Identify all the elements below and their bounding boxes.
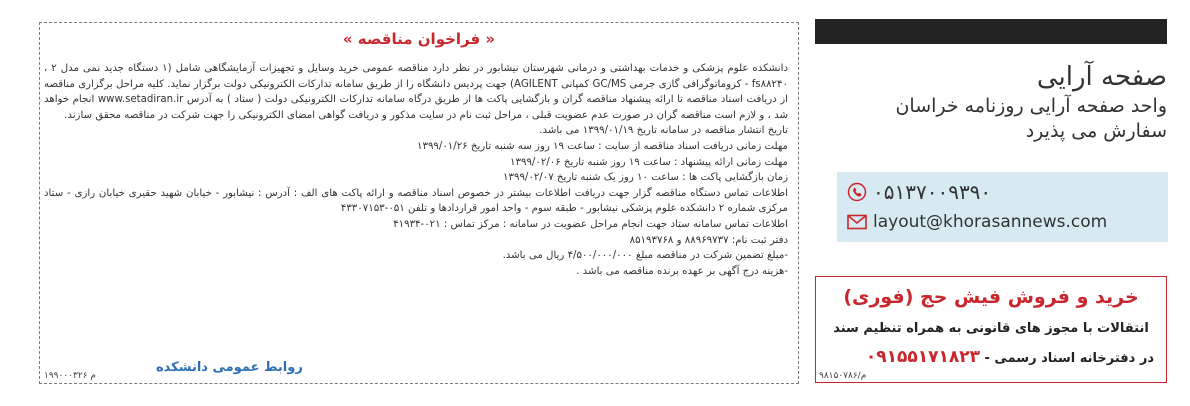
tender-paragraph: اطلاعات تماس سامانه ستاد جهت انجام مراحل عضویت در سامانه : مرکز تماس : ۰۲۱-۴۱۹۳۴ (393, 218, 788, 230)
email-address: layout@khorasannews.com (873, 212, 1108, 232)
header-bar (815, 19, 1167, 44)
contact-box (837, 172, 1168, 242)
hajj-line-text: در دفترخانه اسناد رسمی - (984, 351, 1154, 366)
hajj-ad (815, 276, 1167, 383)
tender-paragraph: اطلاعات تماس دستگاه مناقصه گزار جهت دریافت اطلاعات بیشتر در خصوص اسناد مناقصه و ارائه پاکت های الف : آدرس : نیشابور - خیابان شهید حقیری خیابان رازی - ستاد مرکزی شماره ۲ دانشکده علوم پزشکی نیشابور - طبقه سوم - واحد امور قراردادها و تلفن ۰۵۱-۴۳۳۰۷۱۵۳ (44, 187, 788, 215)
envelope-icon (847, 212, 867, 232)
tender-paragraph: -هزینه درج آگهی بر عهده برنده مناقصه می باشد . (576, 265, 788, 277)
tender-ad (39, 22, 799, 384)
hajj-subtitle: انتقالات با مجوز های قانونی به همراه تنظیم سند (833, 321, 1149, 336)
phone-row[interactable] (847, 180, 991, 204)
tender-paragraph: زمان بازگشایی پاکت ها : ساعت ۱۰ روز یک شنبه تاریخ ۱۳۹۹/۰۲/۰۷ (503, 172, 788, 184)
tender-paragraph: تاریخ انتشار مناقصه در سامانه تاریخ ۱۳۹۹/۰۱/۱۹ می باشد. (539, 125, 788, 137)
layout-service-title: صفحه آرایی (1036, 62, 1167, 92)
tender-title: « فراخوان مناقصه » (342, 30, 496, 48)
hajj-phone[interactable]: ۰۹۱۵۵۱۷۱۸۲۳ (865, 347, 980, 367)
layout-service-block (815, 60, 1167, 144)
tender-paragraph: مهلت زمانی دریافت اسناد مناقصه از سایت : ساعت ۱۹ روز سه شنبه تاریخ ۱۳۹۹/۰۱/۲۶ (417, 140, 788, 152)
layout-service-line: واحد صفحه آرایی روزنامه خراسان (895, 95, 1167, 117)
tender-paragraph: مهلت زمانی ارائه پیشنهاد : ساعت ۱۹ روز شنبه تاریخ ۱۳۹۹/۰۲/۰۶ (510, 156, 788, 168)
tender-paragraph: دانشکده علوم پزشکی و خدمات بهداشتی و درمانی شهرستان نیشابور در نظر دارد مناقصه عمومی خرید وسایل و تجهیزات آزمایشگاهی شامل (۱ دستگاه جدید نمی مدل ۲ ، fs۸۸۲۴۰ - کروماتوگرافی گازی جرمی GC/MS کمپانی AGILENT) جهت پردیس دانشگاه را از طریق سامانه تدارکات الکترونیکی دولت برگزار نماید. کلیه مراحل برگزاری مناقصه از دریافت اسناد مناقصه تا ارائه پیشنهاد مناقصه گران و بازگشایی پاکت ها از طریق درگاه سامانه تدارکات الکترونیکی دولت ( ستاد ) به آدرس www.setadiran.ir انجام خواهد شد ، و لازم است مناقصه گران در صورت عدم عضویت قبلی ، مراحل ثبت نام در سایت مذکور و دریافت گواهی امضای الکترونیکی را جهت شرکت در مناقصه محقق سازند. (44, 63, 789, 121)
tender-paragraph: -مبلغ تضمین شرکت در مناقصه مبلغ ۴/۵۰۰/۰۰۰/۰۰۰ ریال می باشد. (502, 250, 788, 262)
tender-ad-code: م ۱۹۹۰۰۰۳۲۶ (44, 371, 96, 381)
hajj-title: خرید و فروش فیش حج (فوری) (843, 286, 1139, 308)
email-row[interactable] (847, 212, 1107, 232)
phone-icon (847, 182, 867, 202)
hajj-ad-code: م/۹۸۱۵۰۷۸۶ (819, 371, 867, 381)
phone-number: ۰۵۱۳۷۰۰۹۳۹۰ (873, 180, 992, 204)
tender-body (44, 61, 788, 279)
hajj-contact-line (866, 347, 1154, 367)
tender-signature: روابط عمومی دانشکده (156, 360, 303, 375)
layout-service-line: سفارش می پذیرد (1025, 120, 1167, 142)
tender-paragraph: دفتر ثبت نام: ۸۸۹۶۹۷۳۷ و ۸۵۱۹۳۷۶۸ (629, 234, 788, 246)
